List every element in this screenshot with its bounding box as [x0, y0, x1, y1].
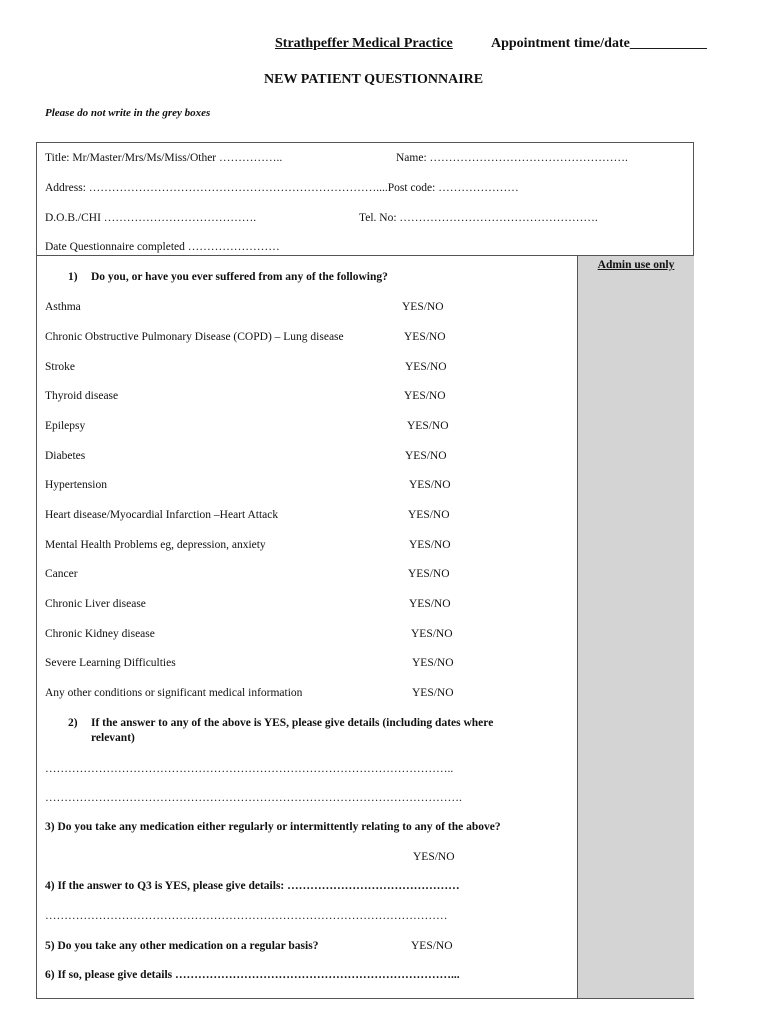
q1-question: Do you, or have you ever suffered from any of the following?	[91, 271, 388, 283]
grey-box-note: Please do not write in the grey boxes	[45, 107, 211, 119]
condition-yes-no[interactable]: YES/NO	[405, 450, 447, 462]
condition-name: Cancer	[45, 568, 78, 580]
date-completed-field[interactable]: Date Questionnaire completed ……………………	[45, 241, 280, 253]
condition-yes-no[interactable]: YES/NO	[405, 361, 447, 373]
condition-yes-no[interactable]: YES/NO	[408, 509, 450, 521]
condition-yes-no[interactable]: YES/NO	[411, 628, 453, 640]
condition-name: Chronic Obstructive Pulmonary Disease (COPD) – Lung disease	[45, 331, 344, 343]
q6-question[interactable]: 6) If so, please give details ………………………………………………………………...	[45, 969, 460, 981]
appointment-time-date: Appointment time/date___________	[491, 36, 707, 51]
condition-name: Any other conditions or significant medical information	[45, 687, 303, 699]
condition-yes-no[interactable]: YES/NO	[412, 657, 454, 669]
dob-chi-field[interactable]: D.O.B./CHI ………………………………….	[45, 212, 257, 224]
condition-name: Epilepsy	[45, 420, 86, 432]
condition-name: Hypertension	[45, 479, 107, 491]
condition-name: Chronic Liver disease	[45, 598, 146, 610]
q4-answer-line[interactable]: ……………………………………………………………………………………………	[45, 910, 448, 922]
q2-question: If the answer to any of the above is YES, please give details (including dates where	[91, 717, 494, 729]
q3-question: 3) Do you take any medication either regularly or intermittently relating to any of the above?	[45, 821, 501, 833]
condition-yes-no[interactable]: YES/NO	[409, 598, 451, 610]
condition-yes-no[interactable]: YES/NO	[407, 420, 449, 432]
q2-number: 2)	[68, 717, 78, 729]
q5-question: 5) Do you take any other medication on a regular basis?	[45, 940, 319, 952]
q4-question[interactable]: 4) If the answer to Q3 is YES, please give details: ………………………………………	[45, 880, 460, 892]
q2-answer-line[interactable]: ……………………………………………………………………………………………..	[45, 763, 454, 775]
condition-name: Thyroid disease	[45, 390, 119, 402]
condition-yes-no[interactable]: YES/NO	[409, 479, 451, 491]
condition-name: Severe Learning Difficulties	[45, 657, 176, 669]
page-title: NEW PATIENT QUESTIONNAIRE	[264, 72, 484, 87]
q2-answer-line[interactable]: ……………………………………………………………………………………………….	[45, 792, 462, 804]
q1-number: 1)	[68, 271, 78, 283]
condition-yes-no[interactable]: YES/NO	[404, 331, 446, 343]
admin-column	[577, 256, 694, 998]
condition-yes-no[interactable]: YES/NO	[402, 301, 444, 313]
condition-name: Diabetes	[45, 450, 86, 462]
address-field[interactable]: Address: …………………………………………………………………....Post code: …………………	[45, 182, 519, 194]
condition-yes-no[interactable]: YES/NO	[409, 539, 451, 551]
q5-yes-no[interactable]: YES/NO	[411, 940, 453, 952]
condition-yes-no[interactable]: YES/NO	[404, 390, 446, 402]
title-field[interactable]: Title: Mr/Master/Mrs/Ms/Miss/Other ……………..	[45, 152, 283, 164]
condition-yes-no[interactable]: YES/NO	[408, 568, 450, 580]
condition-name: Chronic Kidney disease	[45, 628, 155, 640]
condition-name: Asthma	[45, 301, 81, 313]
condition-name: Mental Health Problems eg, depression, anxiety	[45, 539, 266, 551]
admin-use-label: Admin use only	[597, 259, 675, 271]
name-field[interactable]: Name: …………………………………………….	[396, 152, 628, 164]
q3-yes-no[interactable]: YES/NO	[413, 851, 455, 863]
practice-name: Strathpeffer Medical Practice	[275, 36, 453, 51]
condition-yes-no[interactable]: YES/NO	[412, 687, 454, 699]
q2-question-cont: relevant)	[91, 732, 135, 744]
condition-name: Heart disease/Myocardial Infarction –Heart Attack	[45, 509, 279, 521]
condition-name: Stroke	[45, 361, 76, 373]
tel-no-field[interactable]: Tel. No: …………………………………………….	[359, 212, 598, 224]
